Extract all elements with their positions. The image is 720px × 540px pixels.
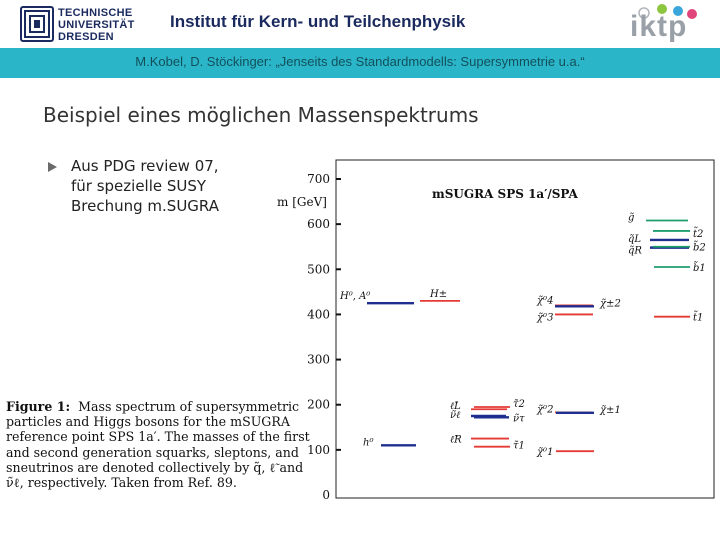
mass-level-label: χ̃±1 <box>600 404 621 416</box>
mass-level-label: τ̃2 <box>513 398 525 410</box>
bullet-item <box>71 156 219 216</box>
bullet-line: Aus PDG review 07, <box>71 157 219 175</box>
y-tick-label: 700 <box>307 172 330 186</box>
chart-frame <box>336 160 714 498</box>
mass-level-label: χ̃⁰2 <box>537 404 554 416</box>
y-tick-label: 300 <box>307 352 330 367</box>
caption-label: Figure 1: <box>6 399 71 414</box>
mass-level-label: t̃2 <box>693 228 704 240</box>
mass-level-label: ℓ̃R <box>450 434 462 446</box>
tu-dresden-wordmark: TECHNISCHE UNIVERSITÄT DRESDEN <box>58 7 135 43</box>
institute-title: Institut für Kern- und Teilchenphysik <box>170 12 466 31</box>
mass-level-label: ν̃ℓ <box>450 410 461 421</box>
mass-level-label: q̃L <box>628 233 642 245</box>
caption-line: ν̃ℓ, respectively. Taken from Ref. 89. <box>6 475 237 491</box>
mass-level-label: H⁰, A⁰ <box>340 291 371 303</box>
caption-line: sneutrinos are denoted collectively by q̃, ℓ̃ and <box>6 459 304 475</box>
y-tick-label: 400 <box>307 307 330 322</box>
y-tick-label: 100 <box>307 442 330 457</box>
mass-level-label: ℓ̃L <box>450 401 461 413</box>
lecture-banner <box>0 48 720 78</box>
caption-line: particles and Higgs bosons for the mSUGRA <box>6 414 290 430</box>
y-tick-label: 600 <box>307 217 330 232</box>
slide-title: Beispiel eines möglichen Massenspektrums <box>43 103 479 127</box>
y-tick-label: 0 <box>322 488 330 502</box>
mass-level-label: q̃R <box>628 245 642 257</box>
mass-level-label: g̃ <box>628 212 635 224</box>
caption-line: Figure 1: Mass spectrum of supersymmetric <box>6 399 300 414</box>
mass-level-label: χ̃⁰1 <box>537 447 554 459</box>
y-tick-label: 200 <box>307 397 330 412</box>
chart-title: mSUGRA SPS 1a′/SPA <box>432 187 578 201</box>
bullet-line: Brechung m.SUGRA <box>71 197 219 215</box>
caption-line: reference point SPS 1a′. The masses of the first <box>6 429 310 445</box>
y-tick-label: 500 <box>307 262 330 277</box>
mass-level-label: χ̃⁰3 <box>537 312 554 324</box>
tu-dresden-logo <box>20 6 170 46</box>
iktp-wordmark: iktp <box>630 10 688 43</box>
mass-level-label: t̃1 <box>693 312 704 324</box>
mass-level-label: H± <box>430 288 448 300</box>
tu-dresden-emblem-icon <box>20 6 54 42</box>
bullet-line: für spezielle SUSY <box>71 177 207 195</box>
figure-caption <box>6 399 310 491</box>
mass-level-label: b̃2 <box>693 242 706 254</box>
mass-level-label: χ̃±2 <box>600 298 621 310</box>
y-axis-ticks <box>307 172 341 502</box>
lecture-banner-text: M.Kobel, D. Stöckinger: „Jenseits des Standardmodells: Supersymmetrie u.a.“ <box>135 54 585 69</box>
y-axis-label: m [GeV] <box>277 195 327 209</box>
iktp-logo <box>622 2 714 48</box>
caption-line: and second generation squarks, sleptons, and <box>6 444 299 460</box>
mass-levels <box>339 213 706 459</box>
mass-level-label: ν̃τ <box>513 413 525 425</box>
mass-level-label: τ̃1 <box>513 440 525 452</box>
mass-level-label: b̃1 <box>693 263 706 275</box>
mass-level-label: h⁰ <box>363 437 374 449</box>
bullet-triangle-icon <box>48 162 57 172</box>
mass-level-label: χ̃⁰4 <box>537 295 554 307</box>
